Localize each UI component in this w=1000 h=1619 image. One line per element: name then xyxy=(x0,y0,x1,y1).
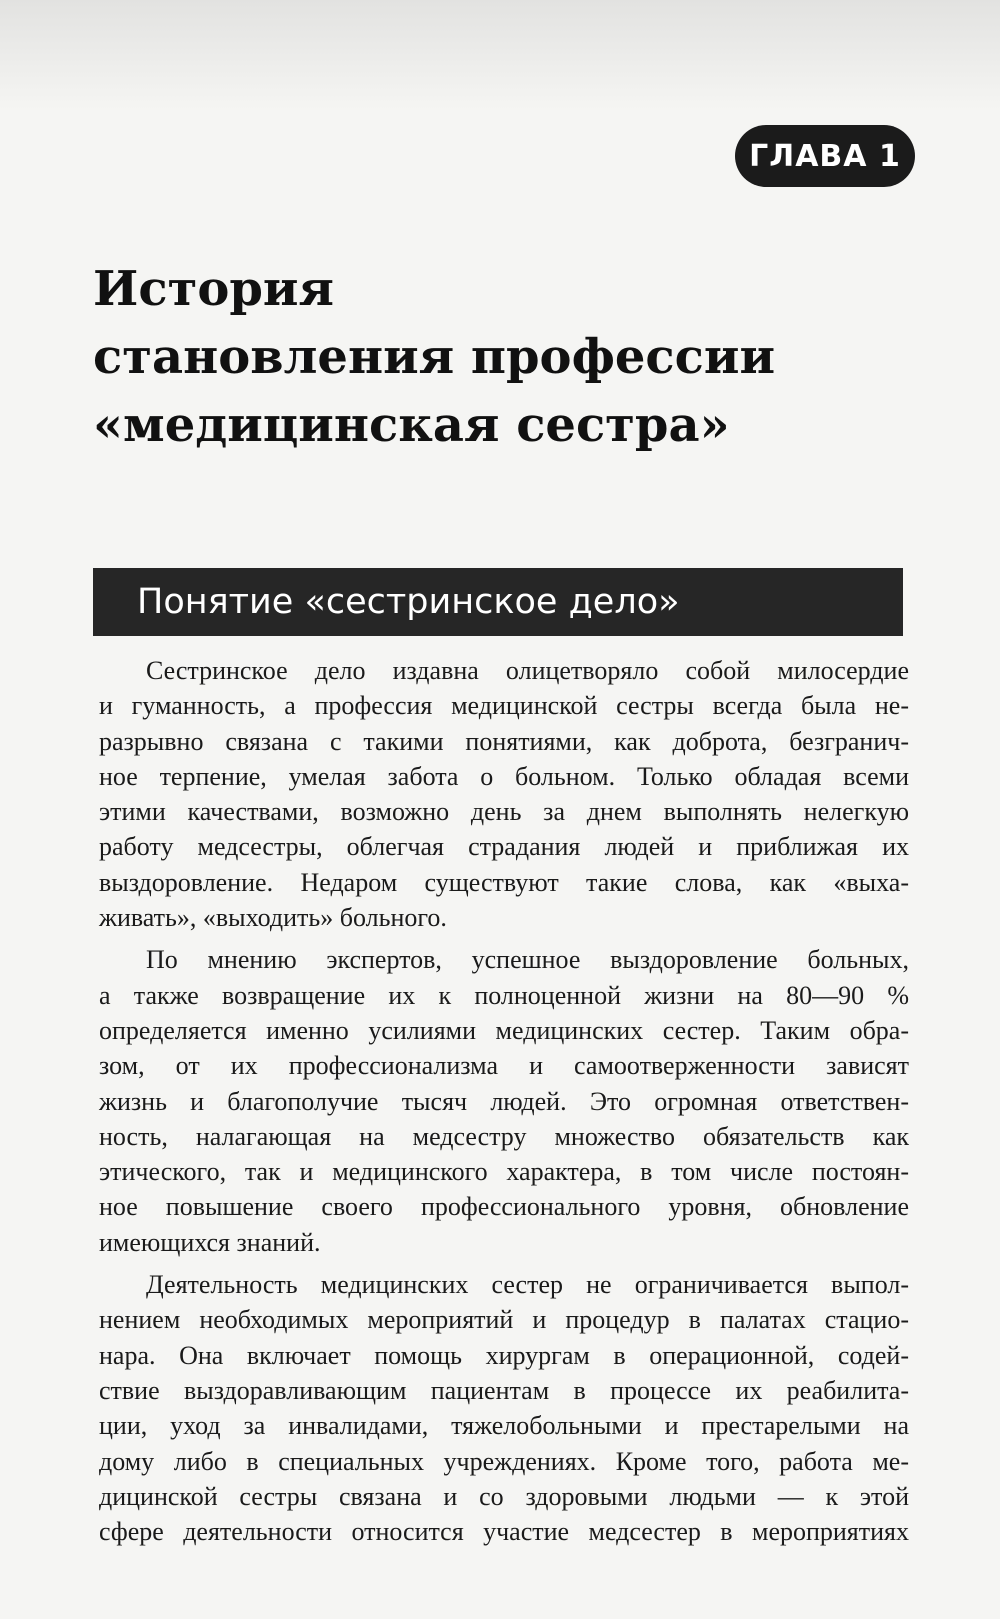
text-line: жизнь и благополучие тысяч людей. Это огромная ответствен- xyxy=(99,1086,909,1116)
chapter-badge xyxy=(735,125,915,187)
text-line: выздоровление. Недаром существуют такие слова, как «выха- xyxy=(99,867,909,897)
text-line: имеющихся знаний. xyxy=(99,1227,321,1257)
chapter-title-line: становления профессии xyxy=(93,329,776,385)
text-line: нара. Она включает помощь хирургам в операционной, содей- xyxy=(99,1340,909,1370)
text-line: этического, так и медицинского характера, в том числе постоян- xyxy=(99,1157,909,1187)
chapter-title xyxy=(93,255,913,459)
text-line: зом, от их профессионализма и самоотверженности зависят xyxy=(99,1051,909,1081)
chapter-title-line: История xyxy=(93,261,334,317)
text-line: ное терпение, умелая забота о больном. Только обладая всеми xyxy=(99,761,909,791)
chapter-title-line: «медицинская сестра» xyxy=(93,397,730,453)
body-text xyxy=(99,653,909,1556)
text-line: ции, уход за инвалидами, тяжелобольными и престарелыми на xyxy=(99,1411,909,1441)
text-line: определяется именно усилиями медицинских сестер. Таким обра- xyxy=(99,1015,909,1045)
text-line: и гуманность, а профессия медицинской сестры всегда была не- xyxy=(99,691,909,721)
text-line: ное повышение своего профессионального уровня, обновление xyxy=(99,1192,909,1222)
text-line: работу медсестры, облегчая страдания людей и приближая их xyxy=(99,832,909,862)
text-line: Деятельность медицинских сестер не ограничивается выпол- xyxy=(146,1270,909,1300)
paragraph-3 xyxy=(99,1267,909,1549)
text-line: дому либо в специальных учреждениях. Кроме того, работа ме- xyxy=(99,1446,909,1476)
text-line: Сестринское дело издавна олицетворяло собой милосердие xyxy=(146,656,909,685)
section-heading-text: Понятие «сестринское дело» xyxy=(137,582,680,622)
chapter-label: ГЛАВА 1 xyxy=(749,138,901,174)
text-line: этими качествами, возможно день за днем выполнять нелегкую xyxy=(99,797,909,827)
text-line: сфере деятельности относится участие медсестер в мероприятиях xyxy=(99,1517,909,1547)
page-top-shadow xyxy=(0,0,1000,110)
section-heading xyxy=(93,568,903,636)
text-line: разрывно связана с такими понятиями, как доброта, безгранич- xyxy=(99,726,909,756)
text-line: а также возвращение их к полноценной жизни на 80—90 % xyxy=(99,980,909,1010)
text-line: ность, налагающая на медсестру множество обязательств как xyxy=(99,1121,909,1151)
text-line: По мнению экспертов, успешное выздоровление больных, xyxy=(146,945,909,975)
paragraph-1 xyxy=(99,653,909,935)
text-line: ствие выздоравливающим пациентам в процессе их реабилита- xyxy=(99,1375,909,1405)
text-line: дицинской сестры связана и со здоровыми людьми — к этой xyxy=(99,1481,909,1511)
text-line: живать», «выходить» больного. xyxy=(99,903,447,933)
text-line: нением необходимых мероприятий и процедур в палатах стацио- xyxy=(99,1305,909,1335)
paragraph-2 xyxy=(99,942,909,1260)
